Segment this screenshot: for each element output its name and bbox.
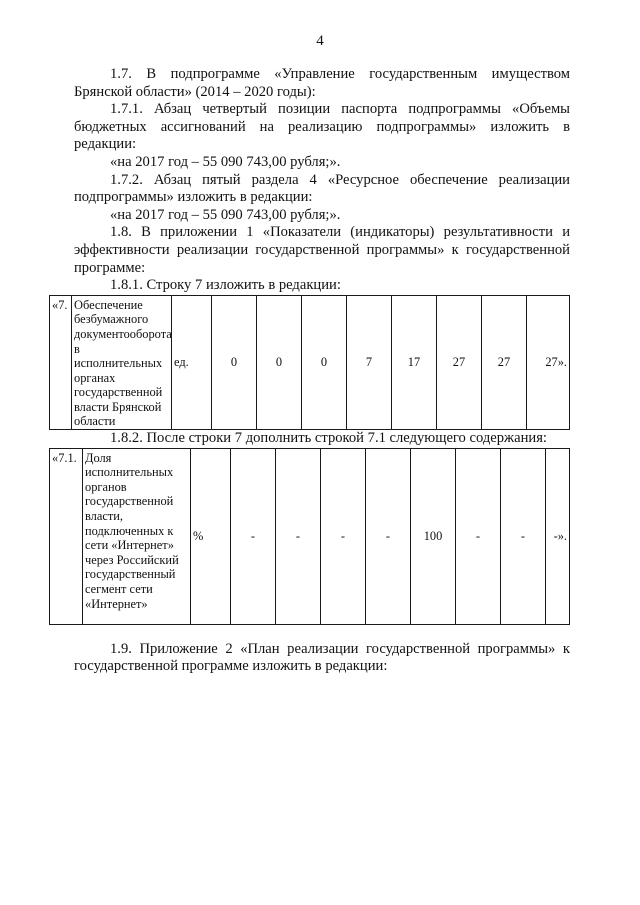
spacer <box>74 625 570 641</box>
value-cell: 0 <box>212 295 257 429</box>
indicator-table-row-7 <box>49 295 570 430</box>
value-cell: 27». <box>527 295 570 429</box>
value-cell: - <box>366 448 411 624</box>
value-cell: 100 <box>411 448 456 624</box>
value-cell: 27 <box>437 295 482 429</box>
quote-2017-budget-1: «на 2017 год – 55 090 743,00 рубля;». <box>110 153 341 170</box>
value-cell: 17 <box>392 295 437 429</box>
value-cell: - <box>276 448 321 624</box>
quote-2017-budget-2: «на 2017 год – 55 090 743,00 рубля;». <box>110 206 341 223</box>
indicator-name: Обеспечение безбумажного документооборота в исполнительных органах государственной власти Брянской области <box>72 295 172 429</box>
value-cell: 27 <box>482 295 527 429</box>
paragraph-1-9: 1.9. Приложение 2 «План реализации государственной программы» к государственной программе изложить в редакции: <box>74 640 570 675</box>
document-body <box>52 66 570 676</box>
value-cell: 0 <box>302 295 347 429</box>
paragraph-1-7-1: 1.7.1. Абзац четвертый позиции паспорта подпрограммы «Объемы бюджетных ассигнований на реализацию подпрограммы» изложить в редакции: <box>74 101 570 153</box>
value-cell: - <box>231 448 276 624</box>
value-cell: - <box>501 448 546 624</box>
value-cell: -». <box>546 448 570 624</box>
value-cell: 0 <box>257 295 302 429</box>
table-row <box>50 295 570 429</box>
paragraph-1-8: 1.8. В приложении 1 «Показатели (индикаторы) результативности и эффективности реализации государственной программы» к государственной программе: <box>74 224 570 276</box>
paragraph-1-8-1: 1.8.1. Строку 7 изложить в редакции: <box>110 277 341 294</box>
row-number: «7.1. <box>50 448 83 624</box>
paragraph-1-8-2: 1.8.2. После строки 7 дополнить строкой 7.1 следующего содержания: <box>110 430 547 447</box>
unit-cell: % <box>191 448 231 624</box>
indicator-table-row-7-1 <box>49 448 570 625</box>
paragraph-1-7: 1.7. В подпрограмме «Управление государственным имуществом Брянской области» (2014 – 2020 годы): <box>74 66 570 100</box>
unit-cell: ед. <box>172 295 212 429</box>
value-cell: - <box>321 448 366 624</box>
value-cell: 7 <box>347 295 392 429</box>
table-row <box>50 448 570 624</box>
indicator-name: Доля исполнительных органов государственной власти, подключенных к сети «Интернет» через Российский государственный сегмент сети «Интернет» <box>83 448 191 624</box>
page-number: 4 <box>316 33 324 49</box>
paragraph-1-7-2: 1.7.2. Абзац пятый раздела 4 «Ресурсное обеспечение реализации подпрограммы» изложить в редакции: <box>74 171 570 206</box>
row-number: «7. <box>50 295 72 429</box>
value-cell: - <box>456 448 501 624</box>
